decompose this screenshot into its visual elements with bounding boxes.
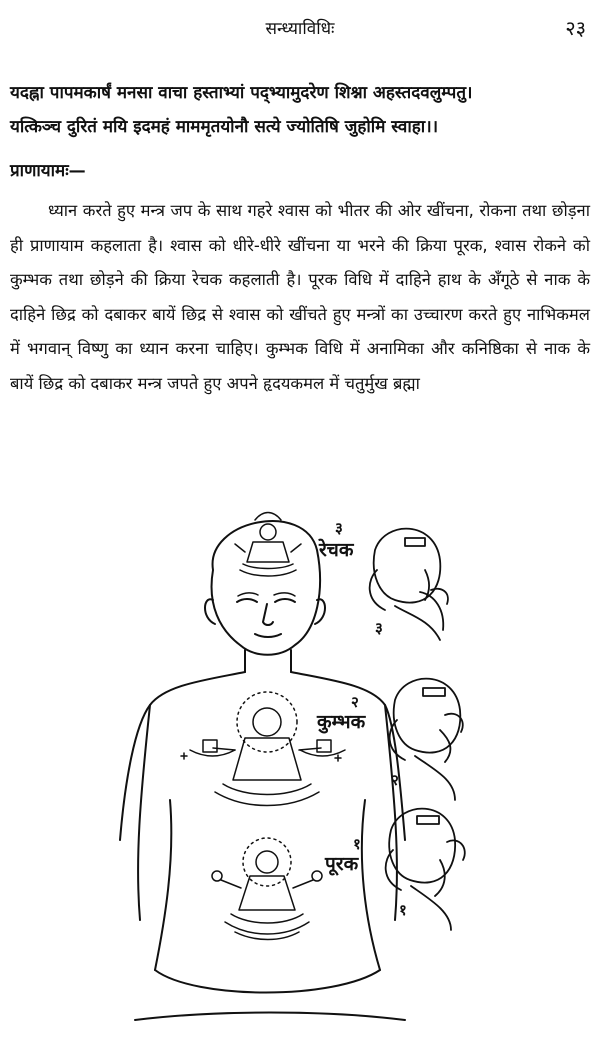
figure-label-number: १: [353, 835, 361, 853]
verse-line-1: यदह्ना पापमकार्षं मनसा वाचा हस्ताभ्यां पद्भ्यामुदरेण शिश्ना अहस्तदवलुम्पतु।: [10, 83, 473, 103]
figure-label-number: २: [391, 771, 399, 789]
figure-label-number: ३: [375, 619, 383, 637]
pranayama-illustration: [95, 500, 575, 1034]
deity-vishnu-navel: [212, 838, 322, 940]
figure-label-kumbhak: कुम्भक: [317, 711, 366, 733]
page-number: २३: [565, 16, 586, 40]
verse-line-2: यत्किञ्च दुरितं मयि इदमहं माममृतयोनौ सत्ये ज्योतिषि जुहोमि स्वाहा।।: [10, 117, 439, 137]
paragraph-text: ध्यान करते हुए मन्त्र जप के साथ गहरे श्वास को भीतर की ओर खींचना, रोकना तथा छोड़ना ही प्राणायाम कहलाता है। श्वास को धीरे-धीरे खींचना या भरने की क्रिया पूरक, श्वास रोकने को कुम्भक तथा छोड़ने की क्रिया रेचक कहलाती है। पूरक विधि में दाहिने हाथ के अँगूठे से नाक के दाहिने छिद्र को दबाकर बायें छिद्र से श्वास को खींचते हुए मन्त्रों का उच्चारण करते हुए नाभिकमल में भगवान् विष्णु का ध्यान करना चाहिए। कुम्भक विधि में अनामिका और कनिष्ठिका से नाक के बायें छिद्र को दबाकर मन्त्र जपते हुए अपने हृदयकमल में चतुर्मुख ब्रह्मा: [10, 201, 590, 393]
running-head: [0, 14, 600, 44]
line-drawing: [95, 500, 575, 1034]
figure-label-number: ३: [335, 519, 343, 537]
figure-label-number: १: [399, 901, 407, 919]
body-paragraph: [10, 194, 590, 401]
meditating-figure: [120, 521, 405, 1020]
figure-label-purak: पूरक: [325, 853, 359, 875]
section-heading: प्राणायामः—: [10, 161, 86, 181]
figure-label-rechak: रेचक: [319, 539, 354, 561]
running-title: सन्ध्याविधिः: [265, 19, 335, 39]
figure-label-number: २: [351, 693, 359, 711]
